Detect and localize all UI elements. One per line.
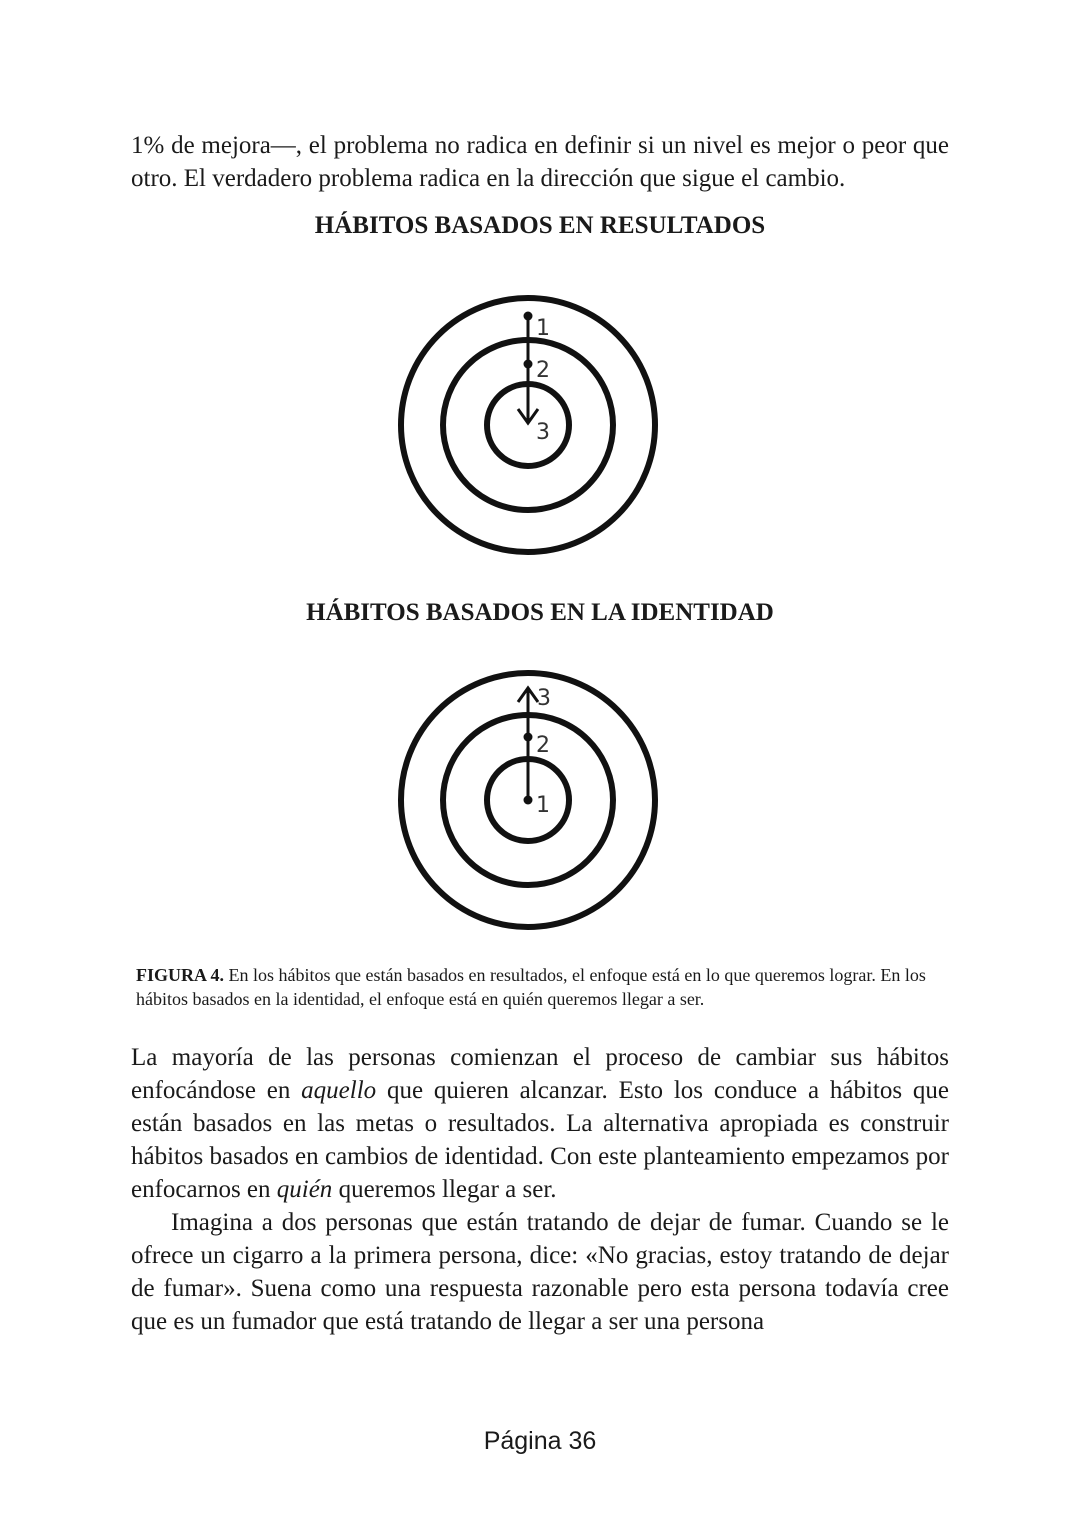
caption-label: FIGURA 4. bbox=[136, 965, 225, 985]
figure-title-outcome: HÁBITOS BASADOS EN RESULTADOS bbox=[314, 212, 766, 239]
figure-title-identity: HÁBITOS BASADOS EN LA IDENTIDAD bbox=[306, 599, 774, 626]
point-2-dot bbox=[524, 360, 533, 369]
point-label-3: 3 bbox=[537, 686, 551, 711]
point-label-2: 2 bbox=[536, 358, 550, 383]
point-label-1: 1 bbox=[536, 316, 550, 341]
body-paragraph-smoking: Imagina a dos personas que están tratando de dejar de fumar. Cuando se le ofrece un cigarro a la primera persona, dice: «No gracias, estoy tratando de dejar de fumar». Suena como una respuesta razonable pero esta persona todavía cree que es un fumador que está tratando de llegar a ser una persona bbox=[131, 1209, 949, 1335]
caption-text: En los hábitos que están basados en resultados, el enfoque está en lo que queremos lograr. En los hábitos basados en la identidad, el enfoque está en quién queremos llegar a ser. bbox=[136, 965, 926, 1009]
point-1-dot bbox=[524, 796, 533, 805]
paragraph-text-2: que quieren alcanzar. Esto los conduce a hábitos que están basados en las metas o resultados. La alternativa apropiada es construir hábitos basados en cambios de identidad. Con este planteamiento empezamos por enfocarnos en bbox=[131, 1077, 949, 1203]
body-paragraph-habits bbox=[131, 1041, 949, 1206]
point-label-2: 2 bbox=[536, 733, 550, 758]
identity-habits-diagram bbox=[390, 660, 670, 940]
point-2-dot bbox=[524, 733, 533, 742]
intro-paragraph: 1% de mejora—, el problema no radica en definir si un nivel es mejor o peor que otro. El verdadero problema radica en la dirección que sigue el cambio. bbox=[131, 132, 949, 192]
emphasis-quien: quién bbox=[276, 1176, 333, 1203]
point-label-3: 3 bbox=[536, 420, 550, 445]
emphasis-aquello: aquello bbox=[301, 1077, 377, 1104]
point-1-dot bbox=[524, 312, 533, 321]
paragraph-text-1: La mayoría de las personas comienzan el proceso de cambiar sus hábitos enfocándose en bbox=[131, 1044, 949, 1104]
outcome-habits-diagram bbox=[390, 285, 670, 565]
point-label-1: 1 bbox=[536, 793, 550, 818]
figure-caption bbox=[136, 963, 956, 1011]
page-number: Página 36 bbox=[483, 1427, 597, 1455]
paragraph-text-3: queremos llegar a ser. bbox=[332, 1176, 557, 1203]
